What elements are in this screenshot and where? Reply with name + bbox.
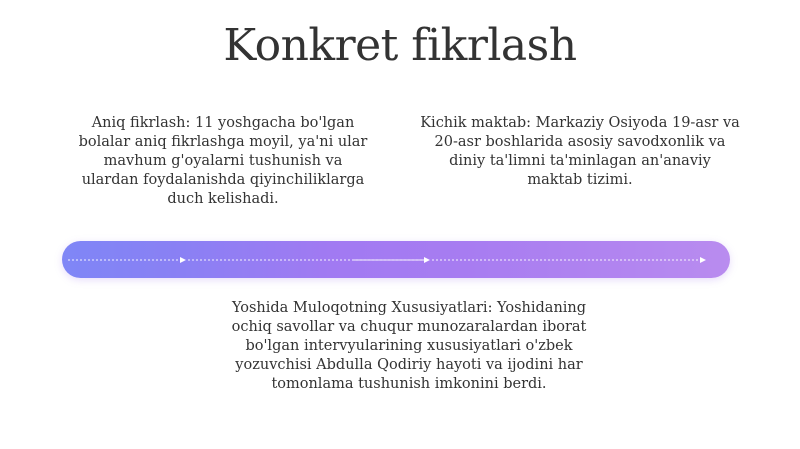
text-block-bottom: Yoshida Muloqotning Xususiyatlari: Yoshidaning ochiq savollar va chuqur munozaralardan iborat bo'lgan intervyularining xususiyatlari o'zbek yozuvchisi Abdulla Qodiriy hayoti va ijodini har tomonlama tushunish imkonini berdi. bbox=[231, 300, 587, 392]
text-block-top-right: Kichik maktab: Markaziy Osiyoda 19-asr va 20-asr boshlarida asosiy savodxonlik va diniy ta'limni ta'minlagan an'anaviy maktab tizimi. bbox=[420, 115, 740, 188]
timeline-arrows bbox=[62, 241, 730, 278]
timeline-arrow-1-icon bbox=[180, 257, 186, 263]
timeline-bar bbox=[62, 241, 730, 278]
timeline-arrow-3-icon bbox=[700, 257, 706, 263]
slide-title: Konkret fikrlash bbox=[223, 20, 577, 71]
text-block-top-left: Aniq fikrlash: 11 yoshgacha bo'lgan bolalar aniq fikrlashga moyil, ya'ni ular mavhum g'oyalarni tushunish va ulardan foydalanishda qiyinchiliklarga duch kelishadi. bbox=[78, 115, 368, 207]
timeline-arrow-2-icon bbox=[424, 257, 430, 263]
